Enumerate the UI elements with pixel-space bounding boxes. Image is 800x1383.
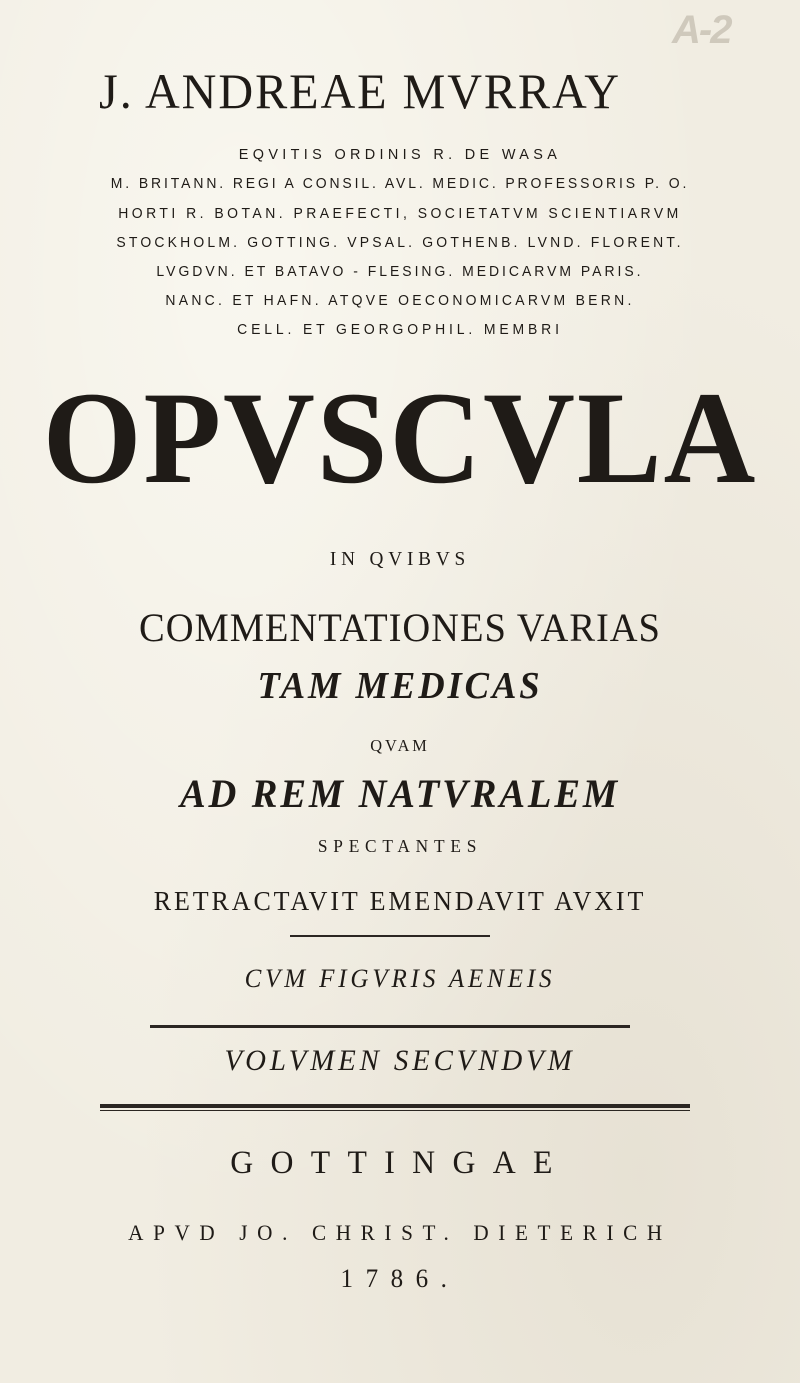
author-title-line-1: EQVITIS ORDINIS R. DE WASA [238,146,562,163]
subtitle-tam-medicas: TAM MEDICAS [257,665,543,707]
main-title: OPVSCVLA [42,364,758,511]
subtitle-ad-rem-naturalem: AD REM NATVRALEM [179,771,621,816]
subtitle-cum-figuris: CVM FIGVRIS AENEIS [244,964,556,993]
subtitle-spectantes: SPECTANTES [317,836,483,856]
imprint-year: 1786. [340,1264,460,1293]
subtitle-retractavit: RETRACTAVIT EMENDAVIT AVXIT [153,886,647,916]
author-title-line-7: CELL. ET GEORGOPHIL. MEMBRI [237,322,563,338]
author-title-line-6: NANC. ET HAFN. ATQVE OECONOMICARVM BERN. [165,293,635,309]
divider-rule-thin [100,1110,690,1111]
volume-label: VOLVMEN SECVNDVM [224,1044,576,1077]
imprint-printer: APVD JO. CHRIST. DIETERICH [128,1220,672,1245]
subtitle-quam: QVAM [370,736,430,755]
subtitle-in-quibus: IN QVIBVS [329,548,471,570]
author-name: J. ANDREAE MVRRAY [99,63,621,119]
divider-rule [290,935,490,937]
imprint-place: GOTTINGAE [230,1145,570,1181]
author-title-line-4: STOCKHOLM. GOTTING. VPSAL. GOTHENB. LVND. FLORENT. [116,235,684,251]
divider-rule [150,1025,630,1028]
author-title-line-2: M. BRITANN. REGI A CONSIL. AVL. MEDIC. PROFESSORIS P. O. [110,176,690,192]
divider-rule-double [100,1104,690,1108]
author-title-line-5: LVGDVN. ET BATAVO - FLESING. MEDICARVM PARIS. [156,264,644,280]
subtitle-commentationes: COMMENTATIONES VARIAS [139,605,661,650]
author-title-line-3: HORTI R. BOTAN. PRAEFECTI, SOCIETATVM SCIENTIARVM [118,206,682,222]
shelfmark-handwritten: A-2 [672,8,731,52]
